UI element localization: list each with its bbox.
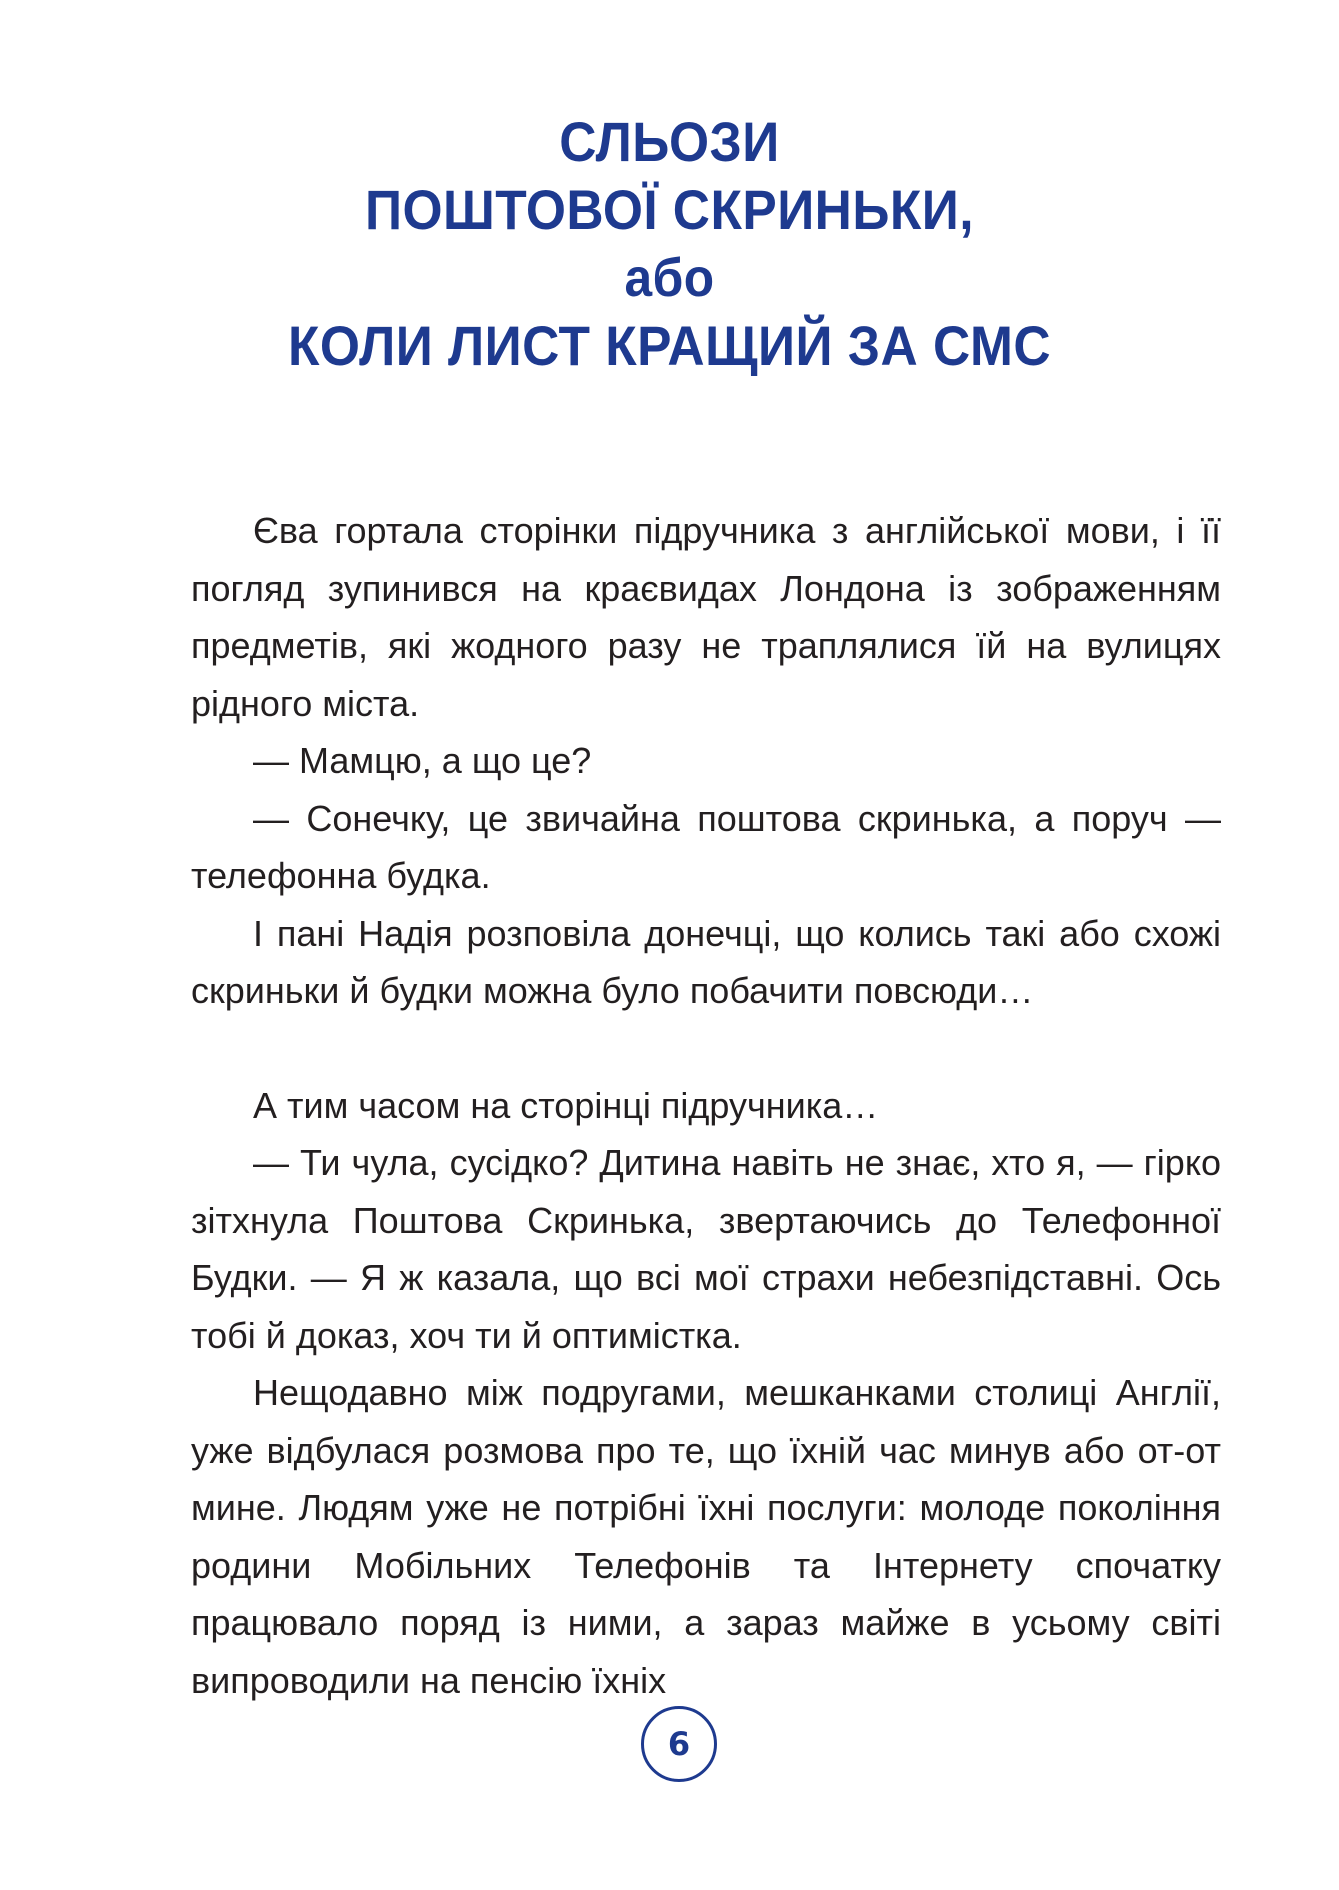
paragraph: Єва гортала сторінки підручника з англійської мови, і її погляд зупинився на краєвидах Лондона із зображенням предметів, які жодного разу не траплялися їй на вулицях рідного міста. [191, 510, 1221, 724]
paragraph: Нещодавно між подругами, мешканками столиці Англії, уже відбулася розмова про те, що їхній час минув або от-от мине. Людям уже не потрібні їхні послуги: молоде покоління родини Мобільних Телефонів та Інтернету спочатку працювало поряд із ними, а зараз майже в усьому світі випроводили на пенсію їхніх [191, 1372, 1221, 1701]
chapter-title [0, 108, 1339, 380]
chapter-body [191, 502, 1221, 1709]
paragraph: — Ти чула, сусідко? Дитина навіть не знає, хто я, — гірко зітхнула Поштова Скринька, звертаючись до Телефонної Будки. — Я ж казала, що всі мої страхи небезпідставні. Ось тобі й доказ, хоч ти й оптимістка. [191, 1142, 1221, 1356]
paragraph: — Мамцю, а що це? [253, 740, 592, 781]
page-number: 6 [667, 1725, 691, 1763]
paragraph: — Сонечку, це звичайна поштова скринька, а поруч — телефонна будка. [191, 797, 1221, 896]
title-line-2: ПОШТОВОЇ СКРИНЬКИ, [364, 178, 975, 241]
page-number-badge [641, 1706, 717, 1782]
title-line-4: КОЛИ ЛИСТ КРАЩИЙ ЗА СМС [287, 314, 1051, 377]
paragraph: А тим часом на сторінці підручника… [253, 1084, 879, 1126]
paragraph: І пані Надія розповіла донечці, що колись такі або схожі скриньки й будки можна було побачити повсюди… [191, 912, 1221, 1011]
title-line-1: СЛЬОЗИ [559, 110, 780, 173]
title-line-3: або [624, 248, 715, 308]
